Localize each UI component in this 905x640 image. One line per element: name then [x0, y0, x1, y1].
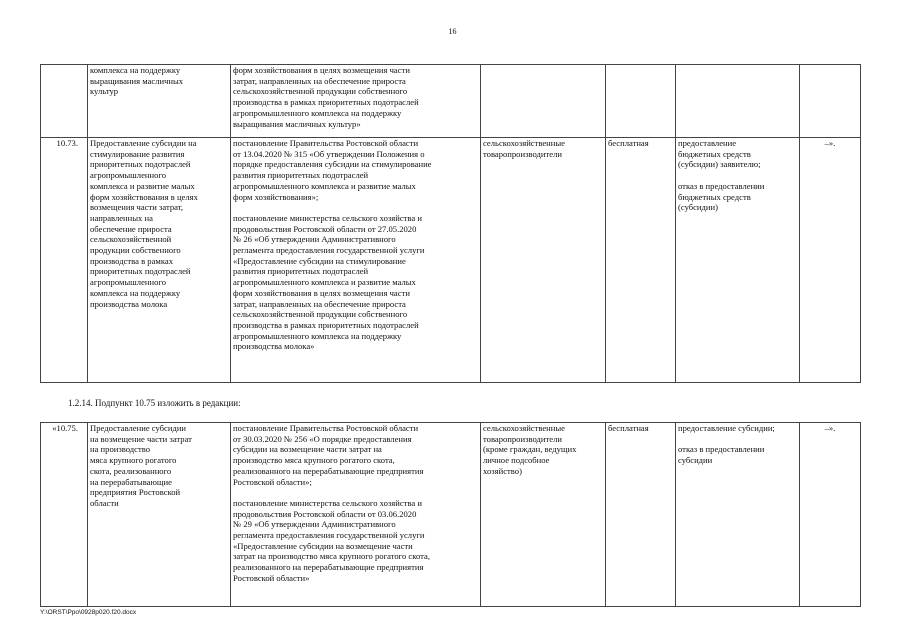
table-row: [41, 65, 861, 138]
tail-cell: –».: [800, 138, 861, 383]
amendment-note: 1.2.14. Подпункт 10.75 изложить в редакции:: [68, 398, 241, 408]
tail-cell: –».: [800, 423, 861, 607]
result-cell: [676, 65, 800, 138]
cost-cell: [606, 65, 676, 138]
services-table-part-2: [40, 422, 861, 607]
tail-cell: [800, 65, 861, 138]
recipients-cell: [481, 65, 606, 138]
name-cell: Предоставление субсидии на возмещение части затрат на производство мяса крупного рогатого скота, реализованного на перерабатывающие предприятия Ростовской области: [88, 423, 231, 607]
number-cell: «10.75.: [41, 423, 88, 607]
recipients-cell: сельскохозяйственные товаропроизводители: [481, 138, 606, 383]
recipients-cell: сельскохозяйственные товаропроизводители (кроме граждан, ведущих личное подсобное хозяйство): [481, 423, 606, 607]
page-number: 16: [448, 27, 457, 36]
cost-cell: бесплатная: [606, 138, 676, 383]
number-cell: [41, 65, 88, 138]
result-cell: предоставление субсидии; отказ в предоставлении субсидии: [676, 423, 800, 607]
basis-cell: постановление Правительства Ростовской области от 30.03.2020 № 256 «О порядке предоставления субсидии на возмещение части затрат на производство мяса крупного рогатого скота, реализованного на перерабатывающие предприятия Ростовской области»; постановление министерства сельского хозяйства и продовольствия Ростовской области от 03.06.2020 № 29 «Об утверждении Административного регламента предоставления государственной услуги «Предоставление субсидии на возмещение части затрат на производство мяса крупного рогатого скота, реализованного на перерабатывающие предприятия Ростовской области»: [231, 423, 481, 607]
basis-cell: форм хозяйствования в целях возмещения части затрат, направленных на обеспечение прироста сельскохозяйственной продукции собственного производства в рамках приоритетных подотраслей агропромышленного комплекса на поддержку выращивания масличных культур»: [231, 65, 481, 138]
services-table-part-1: [40, 64, 861, 383]
cost-cell: бесплатная: [606, 423, 676, 607]
table-row: [41, 423, 861, 607]
result-cell: предоставление бюджетных средств (субсидии) заявителю; отказ в предоставлении бюджетных средств (субсидии): [676, 138, 800, 383]
name-cell: Предоставление субсидии на стимулирование развития приоритетных подотраслей агропромышленного комплекса и развитие малых форм хозяйствования в целях возмещения части затрат, направленных на обеспечение прироста сельскохозяйственной продукции собственного производства в рамках приоритетных подотраслей агропромышленного комплекса на поддержку производства молока: [88, 138, 231, 383]
number-cell: 10.73.: [41, 138, 88, 383]
name-cell: комплекса на поддержку выращивания масличных культур: [88, 65, 231, 138]
basis-cell: постановление Правительства Ростовской области от 13.04.2020 № 315 «Об утверждении Положения о порядке предоставления субсидии на стимулирование развития приоритетных подотраслей агропромышленного комплекса и развитие малых форм хозяйствования»; постановление министерства сельского хозяйства и продовольствия Ростовской области от 27.05.2020 № 26 «Об утверждении Административного регламента предоставления государственной услуги «Предоставление субсидии на стимулирование развития приоритетных подотраслей агропромышленного комплекса и развитие малых форм хозяйствования в целях возмещения части затрат, направленных на обеспечение прироста сельскохозяйственной продукции собственного производства в рамках приоритетных подотраслей агропромышленного комплекса на поддержку производства молока»: [231, 138, 481, 383]
table-row: [41, 138, 861, 383]
footer-file-path: Y:\ORST\Ppo\0928p020.f20.docx: [40, 609, 137, 616]
